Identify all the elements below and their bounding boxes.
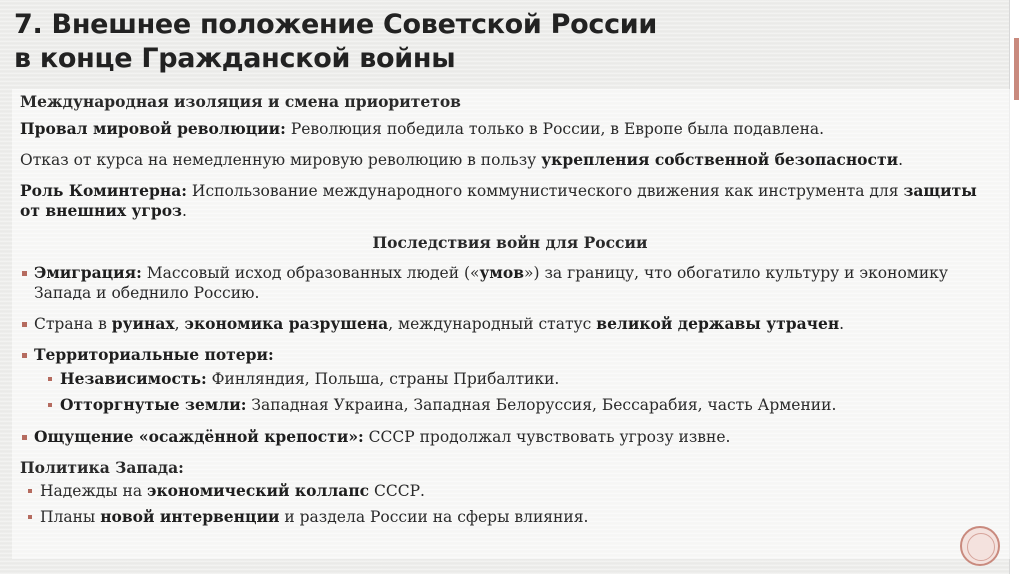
- intro-p2-bold: укрепления собственной безопасности: [541, 150, 899, 169]
- title-line-2: в конце Гражданской войны: [14, 43, 456, 74]
- intro-p2-text-1: Отказ от курса на немедленную мировую революцию в пользу: [20, 151, 542, 169]
- emigration-text-2: ») за границу, что обогатило культуру и экономику Запада и обеднило Россию.: [34, 264, 948, 302]
- siege-bold: Ощущение «осаждённой крепости»:: [34, 427, 364, 446]
- lost-lands-bold: Отторгнутые земли:: [60, 395, 247, 414]
- intervention-bold: новой интервенции: [100, 507, 280, 526]
- consequences-heading: Последствия войн для России: [372, 233, 648, 252]
- bullet-emigration: [20, 263, 1000, 303]
- intro-paragraph-3: [20, 181, 1000, 221]
- emigration-bold-1: Эмиграция:: [34, 263, 142, 282]
- west-heading: Политика Запада:: [20, 458, 184, 477]
- intervention-text-1: Планы: [40, 508, 101, 526]
- intro-p1-text: Революция победила только в России, в Европе была подавлена.: [285, 120, 825, 138]
- lost-lands-text: Западная Украина, Западная Белоруссия, Бессарабия, часть Армении.: [246, 396, 837, 414]
- collapse-text-2: СССР.: [369, 482, 425, 500]
- sub-bullet-independence: [20, 369, 1000, 389]
- intro-paragraph-2: [20, 150, 1000, 170]
- bullet-territorial: [20, 345, 1000, 365]
- accent-stripe: [1014, 38, 1019, 100]
- intro-heading: Международная изоляция и смена приоритетов: [20, 92, 461, 111]
- siege-text: СССР продолжал чувствовать угрозу извне.: [363, 428, 731, 446]
- sub-bullet-collapse: [20, 481, 1000, 501]
- bullet-ruins: [20, 314, 1000, 334]
- intro-p1-bold: Провал мировой революции:: [20, 119, 286, 138]
- ruins-text-1: Страна в: [34, 315, 112, 333]
- emigration-text-1: Массовый исход образованных людей («: [141, 264, 480, 282]
- ruins-text-3: , международный статус: [388, 315, 597, 333]
- bullet-siege: [20, 427, 1000, 447]
- decorative-circle-icon: [960, 526, 1000, 566]
- slide-title: [14, 8, 714, 76]
- independence-text: Финляндия, Польша, страны Прибалтики.: [206, 370, 560, 388]
- title-line-1: 7. Внешнее положение Советской России: [14, 9, 658, 40]
- intro-p3-bold-2: защиты от внешних угроз: [20, 181, 977, 220]
- ruins-bold-1: руинах: [111, 314, 175, 333]
- sub-bullet-intervention: [20, 507, 1000, 527]
- ruins-text-2: ,: [174, 315, 185, 333]
- independence-bold: Независимость:: [60, 369, 207, 388]
- collapse-bold: экономический коллапс: [147, 481, 370, 500]
- ruins-bold-3: великой державы утрачен: [596, 314, 840, 333]
- right-side-bar: [1009, 0, 1024, 574]
- intro-paragraph-1: [20, 119, 1000, 139]
- intro-p3-text-2: .: [181, 202, 187, 220]
- slide-body: [20, 92, 1000, 533]
- intro-p3-bold-1: Роль Коминтерна:: [20, 181, 187, 200]
- intro-p2-text-2: .: [898, 151, 903, 169]
- territorial-bold: Территориальные потери:: [34, 345, 274, 364]
- sub-bullet-lost-lands: [20, 395, 1000, 415]
- emigration-bold-2: умов: [479, 263, 524, 282]
- ruins-text-4: .: [839, 315, 845, 333]
- ruins-bold-2: экономика разрушена: [184, 314, 389, 333]
- intervention-text-2: и раздела России на сферы влияния.: [279, 508, 589, 526]
- collapse-text-1: Надежды на: [40, 482, 148, 500]
- intro-p3-text-1: Использование международного коммунистического движения как инструмента для: [187, 182, 904, 200]
